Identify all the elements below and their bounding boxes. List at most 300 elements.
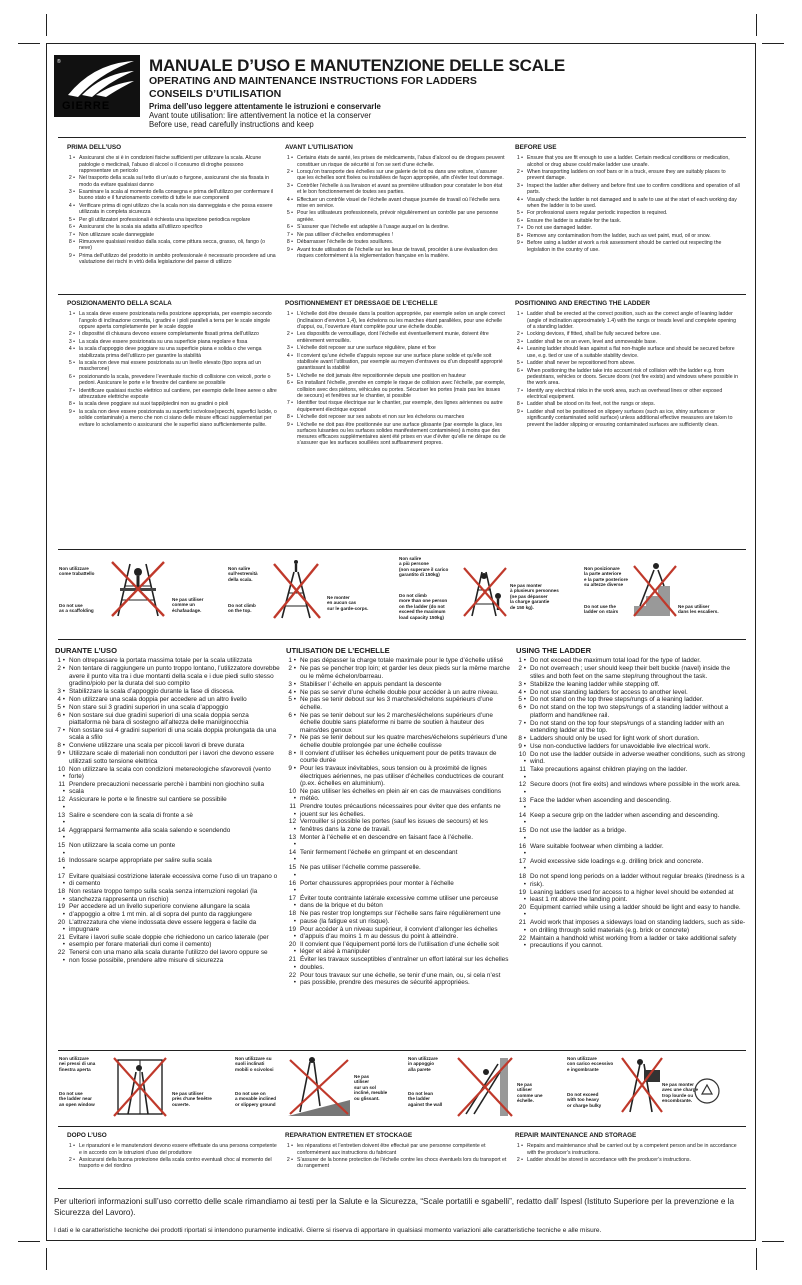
- list-item: [286, 880, 511, 895]
- list-item: [67, 374, 277, 387]
- list-item-text: Per gli utilizzatori professionali è richiesta una ispezione periodica regolare: [79, 216, 251, 223]
- list-item: [286, 972, 511, 987]
- list-item-number: 9 •: [57, 750, 65, 758]
- list-item: [67, 175, 277, 188]
- warning-top-fr: Ne monter en aucun cas sur le garde-corps.: [327, 595, 369, 611]
- section-during-use-en: [516, 647, 746, 950]
- list-item-number: 19 •: [288, 925, 296, 941]
- list-item-number: 10 •: [288, 787, 296, 803]
- list-item: [55, 873, 280, 888]
- list-item-text: Do not use the ladder as a bridge.: [530, 827, 627, 835]
- list-item-text: Nel trasporto della scala sul tetto di un’auto o furgone, assicurarsi che sia fissata in modo da evitare qualsiasi danno: [79, 175, 270, 188]
- list-item-number: 2 •: [516, 169, 523, 176]
- list-item-number: 4 •: [516, 196, 523, 203]
- list-item-number: 6 •: [288, 711, 296, 719]
- list-item: [55, 919, 280, 934]
- list-item: [286, 941, 511, 956]
- list-item-number: 14 •: [288, 849, 296, 864]
- list-item-text: L’attrezzatura che viene indossata deve essere leggera e facile da impugnare: [69, 918, 257, 934]
- list-item: [286, 803, 511, 818]
- list-item: [286, 818, 511, 833]
- list-item: [55, 688, 280, 695]
- section-heading: POSITIONING AND ERECTING THE LADDER: [515, 300, 651, 307]
- list-item: [55, 903, 280, 918]
- list-item-text: Non sostare sui 4 gradini superiori di una scala doppia prolungata da una scala a sfilo: [69, 727, 277, 742]
- warning-window-fr: Ne pas utiliser près d’une fenêtre ouverte.: [172, 1091, 212, 1107]
- slippery-ground-warning-icon: [286, 1056, 352, 1118]
- list-item-number: 5 •: [68, 360, 75, 367]
- instruction-list: [286, 657, 511, 986]
- list-item-text: Ladder shall never be repositioned from above.: [527, 360, 636, 367]
- list-item-text: Before using a ladder at work a risk assessment should be carried out respecting the legislation in the country of use.: [527, 240, 722, 253]
- list-item: [67, 232, 277, 238]
- list-item-number: 2 •: [286, 331, 293, 338]
- list-item-number: 8 •: [288, 749, 296, 757]
- list-item: [285, 311, 507, 330]
- divider: [58, 294, 746, 295]
- intro-it: Prima dell’uso leggere attentamente le istruzioni e conservarle: [149, 102, 381, 111]
- list-item-number: 3 •: [288, 680, 296, 688]
- list-item-number: 6 •: [518, 704, 526, 712]
- list-item: [67, 401, 277, 407]
- list-item: [55, 712, 280, 727]
- list-item: [67, 239, 277, 252]
- list-item-number: 6 •: [286, 224, 293, 231]
- list-item: [286, 696, 511, 711]
- footer-disclaimer: I dati e le caratteristiche tecniche dei prodotti riportati si intendono puramente indicativi. Gierre si riserva di apportare in qualsiasi momento variazioni alle caratteristiche tecniche e alle misure.: [54, 1227, 602, 1234]
- list-item-text: Tenir fermement l’échelle en grimpant et en descendant: [300, 849, 458, 857]
- heavy-load-warning-icon: [620, 1056, 664, 1114]
- list-item-number: 1 •: [57, 657, 65, 665]
- list-item-text: Ware suitable footwear when climbing a ladder.: [530, 842, 664, 850]
- list-item-text: Pour tous travaux sur une échelle, se tenir d’une main, ou, si cela n’est pas possible, prendre des mesures de sécurité appropriées.: [300, 971, 501, 986]
- list-item-text: Non utilizzare una scala doppia per accedere ad un altro livello: [69, 695, 247, 703]
- list-item-text: Éviter les travaux susceptibles d’entraîner un effort latéral sur les échelles doubles.: [300, 956, 509, 971]
- list-item: [516, 904, 746, 919]
- list-item: [67, 388, 277, 401]
- list-item-number: 17 •: [288, 895, 296, 910]
- section-heading: DOPO L’USO: [67, 1132, 107, 1139]
- list-item-text: Contrôler l’échelle à sa livraison et avant sa première utilisation pour constater le bon état et le bon fonctionnement de toutes ses parties.: [297, 182, 503, 196]
- list-item-text: Ladder shall be on an even, level and unmoveable base.: [527, 338, 658, 345]
- list-item: [286, 681, 511, 688]
- list-item: [515, 331, 741, 337]
- list-item: [285, 169, 507, 182]
- list-item-number: 3 •: [516, 338, 523, 345]
- list-item-text: Do not stand on the top three steps/rungs of a leaning ladder.: [530, 696, 704, 704]
- list-item-number: 1 •: [68, 155, 75, 162]
- warning-scaffold-it: Non utilizzare come trabattello: [59, 566, 95, 577]
- list-item-number: 4 •: [68, 202, 75, 209]
- list-item-number: 13 •: [288, 833, 296, 849]
- list-item-number: 1 •: [286, 1143, 293, 1150]
- warning-ground-en: Do not use on a movable inclined or slippery ground: [235, 1091, 277, 1107]
- subtitle-en: OPERATING AND MAINTENANCE INSTRUCTIONS FOR LADDERS: [149, 75, 477, 87]
- list-item-number: 3 •: [68, 338, 75, 345]
- list-item-number: 18 •: [518, 873, 526, 888]
- list-item: [516, 766, 746, 781]
- section-heading: REPARATION ENTRETIEN ET STOCKAGE: [285, 1132, 413, 1139]
- list-item-number: 15 •: [57, 842, 65, 857]
- list-item-number: 9 •: [516, 240, 523, 247]
- list-item-number: 2 •: [288, 665, 296, 673]
- list-item-text: Verrouiller si possible les portes (sauf les issues de secours) et les fenêtres dans la zone de travail.: [300, 818, 488, 833]
- warning-window-en: Do not use the ladder near an open window: [59, 1091, 95, 1107]
- list-item: [516, 873, 746, 888]
- list-item: [55, 704, 280, 711]
- list-item-text: Face the ladder when ascending and descending.: [530, 796, 672, 804]
- list-item: [67, 224, 277, 230]
- list-item-text: Avoid work that imposes a sideways load on standing ladders, such as side-on drilling through solid materials (e.g. brick or concrete): [530, 919, 746, 934]
- list-item-number: 20 •: [288, 940, 296, 956]
- list-item-number: 1 •: [286, 155, 293, 162]
- list-item-text: Identifier tout risque électrique sur le chantier, par exemple, des lignes aériennes ou autre équipement électrique exposé: [297, 400, 503, 413]
- list-item-number: 18 •: [57, 888, 65, 903]
- list-item-text: Ne pas utiliser les échelles en plein air en cas de mauvaises conditions météo.: [300, 787, 502, 803]
- warning-stairs-it: Non posizionare la parte anteriore e la parte posteriore su altezze diverse: [584, 566, 628, 588]
- list-item: [67, 189, 277, 202]
- list-item-number: 6 •: [286, 380, 293, 387]
- crop-mark: [756, 1248, 757, 1270]
- list-item: [286, 788, 511, 803]
- list-item-text: S’assurer que l’échelle est adaptée à l’usage auquel on la destine.: [297, 224, 450, 231]
- list-item-text: Ensure that you are fit enough to use a ladder. Certain medical conditions or medication, alcohol or drug abuse could make ladder use unsafe.: [527, 155, 730, 168]
- list-item: [286, 657, 511, 664]
- list-item: [515, 183, 741, 196]
- list-item-number: 16 •: [518, 842, 526, 858]
- list-item-text: la scala deve poggiare sui suoi tappi/piedini non su gradini o pioli: [79, 401, 229, 408]
- list-item: [67, 203, 277, 216]
- section-during-use-fr: [286, 647, 511, 987]
- warning-one-person-en: Do not climb more than one person on the ladder (do not exceed the maximum load capacity 150kg): [399, 593, 448, 620]
- list-item: [515, 210, 741, 216]
- list-item-text: Il convient d’utiliser les échelles uniquement pour de petits travaux de courte durée: [300, 749, 497, 765]
- top-step-warning-icon: [268, 560, 324, 620]
- list-item: [515, 218, 741, 224]
- list-item: [55, 657, 280, 664]
- list-item-text: Ensure the ladder is suitable for the task.: [527, 217, 622, 224]
- instruction-list: [515, 1143, 741, 1163]
- list-item: [286, 665, 511, 680]
- list-item-number: 2 •: [68, 1157, 75, 1164]
- warning-one-person-fr: Ne pas monter à plusieurs personnes (ne pas dépasser la charge garantie de 150 kg).: [510, 583, 559, 610]
- brand-name: GIERRE: [62, 100, 111, 112]
- warning-wall-en: Do not lean the ladder against the wall: [408, 1091, 443, 1107]
- warning-load-it: Non utilizzare con carico eccessivo e ingombrante: [567, 1056, 614, 1072]
- list-item-text: Indossare scarpe appropriate per salire sulla scala: [69, 857, 212, 865]
- list-item: [516, 665, 746, 680]
- list-item: [515, 225, 741, 231]
- list-item-text: Ne pas utiliser l’échelle comme passerelle.: [300, 864, 421, 872]
- list-item-text: Leaning ladder should lean against a flat non-fragile surface and should be secured before use, e.g. tied or use of a suitable stability device.: [527, 346, 735, 359]
- section-heading: AVANT L’UTILISATION: [285, 144, 353, 151]
- list-item-text: Tenersi con una mano alla scala durante l’utilizzo del lavoro oppure se non fosse possibile, prendere altre misure di sicurezza: [69, 949, 268, 964]
- list-item-number: 8 •: [518, 734, 526, 742]
- list-item-text: Ladder should be stored in accordance with the producer’s instructions.: [527, 1157, 691, 1164]
- list-item-text: Evitare i lavori sulle scale doppie che richiedono un carico laterale (per esempio per forare materiali duri come il cemento): [69, 934, 269, 949]
- list-item-text: Stabiliser l’ échelle en appuis pendant la descente: [300, 680, 442, 688]
- section-heading: DURANTE L’USO: [55, 646, 118, 655]
- list-item-number: 17 •: [57, 872, 65, 888]
- list-item-text: Verificare prima di ogni utilizzo che la scala non sia danneggiata e che possa essere utilizzata in completa sicurezza: [79, 202, 273, 216]
- list-item-number: 9 •: [288, 765, 296, 773]
- list-item-text: Conviene utilizzare una scala per piccoli lavori di breve durata: [69, 742, 245, 750]
- list-item: [515, 311, 741, 330]
- list-item-text: L’échelle doit être dressée dans la position appropriée, par exemple selon un angle correct (inclinaison d’environ 1,4), les échelons ou les marches étant parallèles, pour une échelle d’appui, ou, l’ouverture étant complète pour une échelle double.: [297, 311, 505, 330]
- list-item-number: 19 •: [518, 888, 526, 903]
- list-item: [285, 1157, 507, 1170]
- list-item-number: 19 •: [57, 903, 65, 918]
- list-item-text: Débarrasser l’échelle de toutes souillures.: [297, 239, 394, 246]
- list-item-text: Ladder shall be stood on its feet, not the rungs or steps.: [527, 401, 656, 408]
- list-item: [67, 155, 277, 174]
- list-item: [285, 155, 507, 168]
- list-item: [285, 414, 507, 420]
- list-item-number: 10 •: [518, 750, 526, 766]
- multiple-people-warning-icon: [462, 566, 508, 618]
- section-positioning-it: [67, 301, 277, 429]
- list-item-number: 15 •: [518, 827, 526, 842]
- list-item-number: 2 •: [518, 665, 526, 673]
- section-heading: POSITIONNEMENT ET DRESSAGE DE L’ECHELLE: [285, 300, 438, 307]
- list-item-text: Il convient qu’une échelle d’appuis repose sur une surface plane solide et qu’elle soit stabilisée avant l’utilisation, par exemple au moyen d’entraves ou d’un dispositif approprié garantissant la stabilité: [297, 352, 503, 372]
- list-item-text: Non tentare di raggiungere un punto troppo lontano, l’utilizzatore dovrebbe avere il punto vita tra i due montanti della scala e i due piedi sullo stesso gradino/piolo per la durata del suo compito: [69, 665, 280, 688]
- warning-load-en: Do not exceed with too heavy or charge bulky: [567, 1092, 602, 1108]
- list-item-number: 7 •: [286, 400, 293, 407]
- list-item-text: Assicurarsi che la scala sia adatta all’utilizzo specifico: [79, 224, 203, 231]
- list-item-number: 5 •: [286, 210, 293, 217]
- scaffold-warning-icon: [108, 560, 168, 618]
- list-item-number: 4 •: [68, 346, 75, 353]
- list-item: [67, 331, 277, 337]
- list-item-number: 16 •: [57, 857, 65, 872]
- list-item: [55, 857, 280, 872]
- list-item: [55, 727, 280, 742]
- list-item: [286, 895, 511, 910]
- intro-fr: Avant toute utilisation: lire attentivement la notice et la conserver: [149, 111, 372, 121]
- list-item-text: Utilizzare scale di materiali non conduttori per i lavori che devono essere utilizzati sotto tensione elettrica: [69, 750, 274, 765]
- list-item: [515, 409, 741, 428]
- list-item-number: 12 •: [518, 781, 526, 796]
- crop-mark: [18, 43, 40, 44]
- list-item: [67, 1143, 277, 1156]
- section-heading: REPAIR MAINTENANCE AND STORAGE: [515, 1132, 637, 1139]
- list-item: [516, 827, 746, 842]
- list-item-number: 7 •: [68, 231, 75, 238]
- list-item-text: Inspect the ladder after delivery and before first use to confirm conditions and operation of all parts.: [527, 182, 740, 196]
- list-item-number: 1 •: [286, 311, 293, 318]
- list-item: [67, 339, 277, 345]
- section-before-use-fr: [285, 145, 507, 260]
- list-item-number: 7 •: [68, 387, 75, 394]
- list-item: [516, 889, 746, 904]
- list-item-number: 4 •: [516, 346, 523, 353]
- list-item-text: Non oltrepassare la portata massima totale per la scala utilizzata: [69, 657, 252, 665]
- warning-scaffold-en: Do not use as a scaffolding: [59, 603, 94, 614]
- section-before-use-en: [515, 145, 741, 254]
- list-item-number: 14 •: [57, 826, 65, 842]
- list-item-text: Do not stand on the top four steps/rungs of a standing ladder with an extending ladder at the top.: [530, 719, 724, 735]
- list-item: [285, 345, 507, 351]
- list-item: [516, 735, 746, 742]
- list-item-number: 4 •: [286, 196, 293, 203]
- list-item-number: 5 •: [286, 372, 293, 379]
- list-item-text: la scala non deve mai essere posizionata su un livello elevato (tipo sopra ad un mascherone): [79, 360, 261, 373]
- list-item-text: La scala deve essere posizionata su una superficie piana regolare e fissa: [79, 338, 248, 345]
- warning-window-it: Non utilizzare nei pressi di una finestra aperta: [59, 1056, 96, 1072]
- list-item: [285, 373, 507, 379]
- list-item-text: Le riparazioni e le manutenzioni devono essere effettuate da una persona competente e in accordo con le istruzioni d’uso del produttore: [79, 1143, 277, 1156]
- list-item-number: 11 •: [289, 803, 296, 818]
- recycle-icon: [694, 1078, 720, 1104]
- list-item-number: 5 •: [68, 216, 75, 223]
- list-item-number: 21 •: [288, 956, 296, 971]
- list-item-text: Keep a secure grip on the ladder when ascending and descending.: [530, 812, 720, 820]
- list-item-number: 7 •: [286, 231, 293, 238]
- list-item-text: Les dispositifs de verrouillage, dont l’échelle est éventuellement munie, doivent être entièrement verrouillés.: [297, 331, 489, 344]
- page-title: MANUALE D’USO E MANUTENZIONE DELLE SCALE: [149, 56, 566, 75]
- list-item-number: 2 •: [516, 331, 523, 338]
- window-warning-icon: [112, 1056, 168, 1118]
- list-item-text: Evitare qualsiasi costrizione laterale eccessiva come l’uso di un trapano o di cemento: [69, 872, 278, 888]
- divider: [58, 1050, 746, 1051]
- list-item-text: Do not stand on the top two steps/rungs of a standing ladder without a platform and hand/knee rail.: [530, 704, 729, 719]
- list-item-text: Do not use standing ladders for access to another level.: [530, 688, 688, 696]
- crop-mark: [18, 1241, 40, 1242]
- list-item: [55, 696, 280, 703]
- list-item-text: Monter à l’échelle et en descendre en faisant face à l’échelle.: [300, 833, 474, 841]
- list-item-text: Ladders should only be used for light work of short duration.: [530, 734, 700, 742]
- list-item: [286, 834, 511, 849]
- list-item: [55, 665, 280, 687]
- list-item-number: 8 •: [57, 742, 65, 750]
- subtitle-fr: CONSEILS D’UTILISATION: [149, 88, 282, 100]
- list-item: [67, 346, 277, 359]
- list-item-text: L’échelle ne doit pas être positionnée sur une surface glissante (par exemple la glace, les surfaces luisantes ou les surfaces solides manifestement contaminées) à moins que des mesures efficaces supplémentaires aient été prises en vue d’éviter qu’elle ne dérape ou de s’assurer que les surfaces souillées sont suffisamment propres.: [297, 421, 506, 447]
- list-item-number: 7 •: [518, 719, 526, 727]
- list-item-number: 7 •: [288, 734, 296, 742]
- divider: [58, 1188, 746, 1189]
- list-item-number: 5 •: [57, 703, 65, 711]
- instruction-list: [67, 155, 277, 265]
- list-item: [286, 910, 511, 925]
- list-item: [55, 934, 280, 949]
- list-item-number: 3 •: [68, 189, 75, 196]
- list-item-text: la scala non deve essere posizionata su superfici scivolose(specchi, superfici lucide, o solide contaminate) a meno che non ci siano delle misure efficaci supplementari per evitare lo scivolamento o assicurarsi che le superfici siano sufficientemente pulite.: [79, 408, 277, 428]
- list-item: [285, 353, 507, 372]
- list-item: [67, 409, 277, 428]
- list-item: [516, 919, 746, 934]
- list-item-text: Ne pas se pencher trop loin; et garder les deux pieds sur la même marche ou le même échelon/barreau.: [300, 665, 510, 680]
- list-item-text: Prima dell’utilizzo del prodotto in ambito professionale è necessario procedere ad una valutazione dei rischi in virtù della legislazione del paese di utilizzo: [79, 252, 276, 266]
- list-item-number: 1 •: [516, 155, 523, 162]
- list-item-number: 8 •: [286, 414, 293, 421]
- list-item-text: Non utilizzare la scala come un ponte: [69, 842, 176, 850]
- list-item-text: Il convient que l’équipement porté lors de l’utilisation d’une échelle soit léger et aisé à manipuler: [300, 940, 499, 956]
- list-item-text: Leaning ladders used for access to a higher level should be extended at least 1 mt above the landing point.: [530, 888, 734, 903]
- list-item-text: Lorsqu’on transporte des échelles sur une galerie de toit ou dans une voiture, s’assurer que les échelles sont fixées ou installées de façon appropriée, afin d’éviter tout dommage.: [297, 169, 504, 182]
- intro-text: [149, 102, 381, 130]
- list-item-text: Ne pas se servir d’une échelle double pour accéder à un autre niveau.: [300, 688, 499, 696]
- list-item-number: 7 •: [516, 225, 523, 232]
- list-item-text: L’échelle ne doit jamais être repositionnée depuis une position en hauteur: [297, 372, 466, 379]
- wall-warning-icon: [456, 1056, 514, 1118]
- list-item: [285, 224, 507, 230]
- list-item-text: S’assurer de la bonne protection de l’échelle contre les chocs éventuels lors du transport et du rangement: [297, 1157, 507, 1170]
- list-item: [286, 765, 511, 787]
- list-item-number: 4 •: [57, 695, 65, 703]
- list-item-text: Pour accéder à un niveau supérieur, il convient d’allonger les échelles d’appuis d’au moins 1 m au dessus du point à atteindre.: [300, 925, 498, 941]
- list-item-number: 3 •: [57, 688, 65, 696]
- list-item: [55, 750, 280, 765]
- list-item-text: Ne pas se tenir debout sur les quatre marches/échelons supérieurs d’une échelle double prolongée par une échelle coulisse: [300, 734, 508, 749]
- list-item-number: 9 •: [286, 421, 293, 428]
- list-item-number: 3 •: [516, 182, 523, 189]
- list-item-text: Ladder shall be erected at the correct position, such as the correct angle of leaning ladder (angle of inclination approximately 1.4) with the rungs or treads level and complete opening of a standing ladder.: [527, 311, 737, 330]
- list-item-text: Assicurare le porte e le finestre sul cantiere se possibile: [69, 796, 227, 804]
- list-item: [515, 401, 741, 407]
- list-item: [285, 400, 507, 413]
- list-item-text: Ne pas se tenir debout sur les 2 marches/échelons supérieurs d’une échelle double sans plateforme ni barre de soutien à hauteur des mains/des genoux: [300, 711, 493, 734]
- list-item-text: Secure doors (not fire exits) and windows where possible in the work area.: [530, 781, 741, 789]
- list-item-number: 21 •: [518, 919, 526, 934]
- list-item-number: 22 •: [288, 971, 296, 986]
- list-item-number: 6 •: [516, 367, 523, 374]
- list-item: [516, 720, 746, 735]
- stairs-warning-icon: [632, 562, 678, 618]
- list-item-text: Per accedere ad un livello superiore conviene allungare la scala d’appoggio a oltre 1 mt min. al di sopra del punto da raggiungere: [69, 903, 252, 918]
- list-item: [55, 781, 280, 796]
- list-item-text: Effectuer un contrôle visuel de l’échelle avant chaque journée de travail où l’échelle sera mise en service.: [297, 196, 500, 209]
- list-item-number: 1 •: [516, 311, 523, 318]
- warning-stairs-en: Do not use the ladder on stairs: [584, 604, 619, 615]
- list-item-text: Identify any electrical risks in the work area, such as overhead lines or other exposed electrical equipment.: [527, 387, 723, 400]
- warning-wall-fr: Ne pas utiliser comme une échelle.: [517, 1082, 543, 1104]
- list-item-number: 13 •: [57, 811, 65, 826]
- list-item: [285, 183, 507, 196]
- list-item-text: Stabilize the leaning ladder while stepping off.: [530, 680, 660, 688]
- list-item-text: When transporting ladders on roof bars or in a truck, ensure they are suitably places to prevent damage.: [527, 169, 726, 182]
- list-item-number: 3 •: [286, 182, 293, 189]
- list-item-number: 5 •: [516, 360, 523, 367]
- list-item: [515, 197, 741, 210]
- list-item: [516, 681, 746, 688]
- list-item-number: 9 •: [286, 246, 293, 253]
- list-item-text: Do not exceed the maximum total load for the type of ladder.: [530, 657, 701, 665]
- warning-ground-it: Non utilizzare su suoli inclinati mobili o scivolosi: [235, 1056, 274, 1072]
- list-item: [286, 689, 511, 696]
- list-item-text: Rimuovere qualsiasi residuo dalla scala, come pittura secca, grasso, oli, fango (o neve): [79, 239, 265, 252]
- divider: [58, 1126, 746, 1127]
- list-item: [516, 843, 746, 858]
- section-after-use-it: [67, 1133, 277, 1171]
- list-item-number: 21 •: [57, 934, 65, 949]
- list-item-number: 9 •: [68, 408, 75, 415]
- list-item-number: 22 •: [518, 934, 526, 949]
- list-item-text: Avoid excessive side loadings e.g. drilling brick and concrete.: [530, 857, 704, 865]
- list-item-number: 1 •: [516, 1143, 523, 1150]
- section-during-use-it: [55, 647, 280, 965]
- list-item-number: 9 •: [516, 408, 523, 415]
- list-item-number: 20 •: [57, 918, 65, 934]
- list-item-number: 15 •: [288, 864, 296, 879]
- warning-top-en: Do not climb on the top.: [228, 603, 256, 614]
- list-item: [515, 1157, 741, 1163]
- list-item-number: 6 •: [516, 217, 523, 224]
- list-item-number: 1 •: [518, 657, 526, 665]
- list-item: [286, 734, 511, 749]
- list-item: [55, 842, 280, 857]
